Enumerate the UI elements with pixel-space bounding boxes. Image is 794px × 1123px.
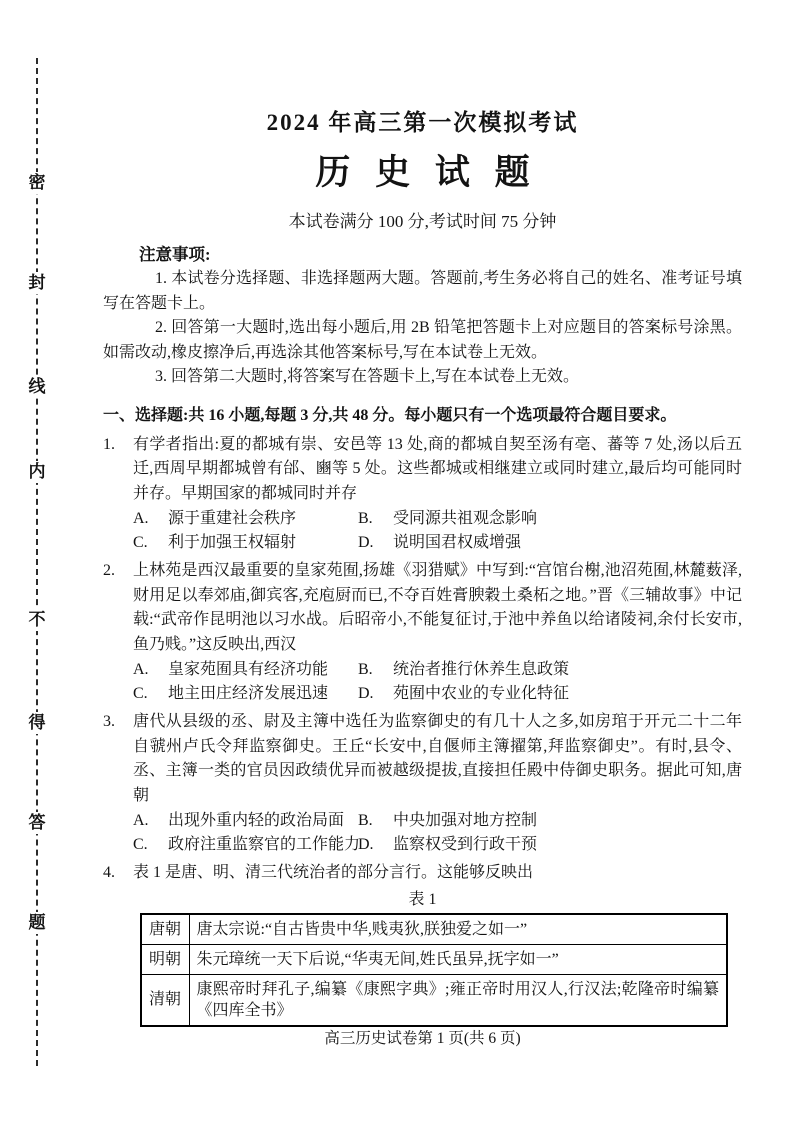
notice-heading: 注意事项:	[139, 245, 211, 264]
option-text: 受同源共祖观念影响	[393, 510, 538, 527]
question-3-stem: 唐代从县级的丞、尉及主簿中选任为监察御史的有几十人之多,如房琯于开元二十二年自虢州卢氏令拜监察御史。王丘“长安中,自偃师主簿擢第,拜监察御史”。有时,县令、丞、主簿一类的官员因政绩优异而被越级提拔,直接担任殿中侍御史职务。据此可知,唐朝	[133, 713, 742, 804]
subject-title: 历 史 试 题	[315, 153, 538, 192]
table-row-qing	[141, 974, 727, 1026]
question-1-option-d	[358, 531, 742, 555]
question-3-option-d	[358, 833, 742, 857]
option-text: 政府注重监察官的工作能力	[168, 835, 361, 853]
option-label: B.	[358, 812, 373, 829]
seal-char-mi: 密	[25, 172, 49, 194]
seal-char-de: 得	[25, 712, 49, 734]
option-label: A.	[133, 812, 149, 829]
question-1	[103, 433, 742, 555]
question-3-option-b	[358, 809, 742, 833]
question-2-number: 2.	[103, 562, 115, 579]
question-3-number: 3.	[103, 713, 115, 730]
question-3-options	[133, 809, 742, 856]
option-text: 利于加强王权辐射	[168, 533, 297, 551]
dynasty-quote-cell: 朱元璋统一天下后说,“华夷无间,姓氏虽异,抚字如一”	[189, 944, 727, 974]
option-text: 苑囿中农业的专业化特征	[393, 684, 570, 702]
seal-char-ti: 题	[25, 912, 49, 934]
seal-char-bu: 不	[25, 609, 49, 631]
option-label: C.	[133, 533, 148, 551]
question-3-option-a	[133, 809, 358, 833]
question-1-option-b	[358, 507, 742, 531]
dynasty-cell: 唐朝	[141, 914, 189, 945]
option-text: 出现外重内轻的政治局面	[168, 812, 345, 829]
exam-info: 本试卷满分 100 分,考试时间 75 分钟	[288, 212, 557, 231]
option-label: B.	[358, 510, 373, 527]
option-label: D.	[358, 533, 374, 551]
page-footer: 高三历史试卷第 1 页(共 6 页)	[324, 1030, 521, 1047]
table-row-tang	[141, 914, 727, 945]
option-label: B.	[358, 661, 373, 678]
notice-item-2: 2. 回答第一大题时,选出每小题后,用 2B 铅笔把答题卡上对应题目的答案标号涂黑。如需改动,橡皮擦净后,再选涂其他答案标号,写在本试卷上无效。	[103, 319, 742, 361]
option-text: 说明国君权威增强	[393, 533, 522, 551]
seal-char-feng: 封	[25, 272, 49, 294]
question-2-option-b	[358, 658, 742, 682]
question-3-option-c	[133, 833, 361, 857]
exam-page	[103, 0, 742, 1027]
question-2-option-c	[133, 682, 358, 706]
option-text: 统治者推行休养生息政策	[393, 661, 570, 678]
option-label: C.	[133, 684, 148, 702]
option-label: C.	[133, 835, 148, 853]
question-1-number: 1.	[103, 435, 115, 453]
question-1-option-c	[133, 531, 358, 555]
notice-item-1: 1. 本试卷分选择题、非选择题两大题。答题前,考生务必将自己的姓名、准考证号填写在答题卡上。	[103, 270, 742, 312]
dynasty-quote-cell: 康熙帝时拜孔子,编纂《康熙字典》;雍正帝时用汉人,行汉法;乾隆帝时编纂《四库全书》	[189, 974, 727, 1026]
table-row-ming	[141, 944, 727, 974]
question-4	[103, 861, 742, 886]
question-2-option-d	[358, 682, 742, 706]
question-4-stem: 表 1 是唐、明、清三代统治者的部分言行。这能够反映出	[133, 864, 534, 881]
question-1-options	[133, 507, 742, 554]
option-label: A.	[133, 661, 149, 678]
option-text: 源于重建社会秩序	[168, 510, 297, 527]
option-text: 皇家苑囿具有经济功能	[168, 661, 329, 678]
option-label: A.	[133, 510, 149, 527]
seal-char-nei: 内	[25, 461, 49, 483]
dynasty-quote-cell: 唐太宗说:“自古皆贵中华,贱夷狄,朕独爱之如一”	[189, 914, 727, 945]
dynasty-cell: 清朝	[141, 974, 189, 1026]
question-2-stem: 上林苑是西汉最重要的皇家苑囿,扬雄《羽猎赋》中写到:“宫馆台榭,池沼苑囿,林麓薮泽,财用足以奉郊庙,御宾客,充庖厨而已,不夺百姓膏腴穀土桑柘之地。”晋《三辅故事》中记载:“武帝作昆明池以习水战。后昭帝小,不能复征讨,于池中养鱼以给诸陵祠,余付长安市,鱼乃贱。”这反映出,西汉	[133, 562, 742, 653]
option-text: 地主田庄经济发展迅速	[168, 684, 329, 702]
question-1-stem: 有学者指出:夏的都城有崇、安邑等 13 处,商的都城自契至汤有亳、蕃等 7 处,汤以后五迁,西周早期都城曾有邰、豳等 5 处。这些都城或相继建立或同时建立,最后均可能同时并存。早期国家的都城同时并存	[133, 435, 742, 502]
option-label: D.	[358, 835, 374, 853]
option-label: D.	[358, 684, 374, 702]
question-1-option-a	[133, 507, 358, 531]
question-2-options	[133, 658, 742, 705]
section-heading-multiple-choice: 一、选择题:共 16 小题,每题 3 分,共 48 分。每小题只有一个选项最符合题目要求。	[103, 406, 677, 424]
question-2	[103, 559, 742, 705]
option-text: 中央加强对地方控制	[393, 812, 538, 829]
exam-title: 2024 年高三第一次模拟考试	[266, 110, 579, 135]
option-text: 监察权受到行政干预	[393, 835, 538, 853]
question-2-option-a	[133, 658, 358, 682]
table-1	[140, 913, 728, 1027]
notice-item-3: 3. 回答第二大题时,将答案写在答题卡上,写在本试卷上无效。	[155, 368, 580, 385]
seal-char-da: 答	[25, 812, 49, 834]
question-3	[103, 710, 742, 856]
table-1-caption: 表 1	[408, 890, 437, 908]
dynasty-cell: 明朝	[141, 944, 189, 974]
question-4-number: 4.	[103, 864, 115, 881]
seal-char-xian: 线	[25, 376, 49, 398]
